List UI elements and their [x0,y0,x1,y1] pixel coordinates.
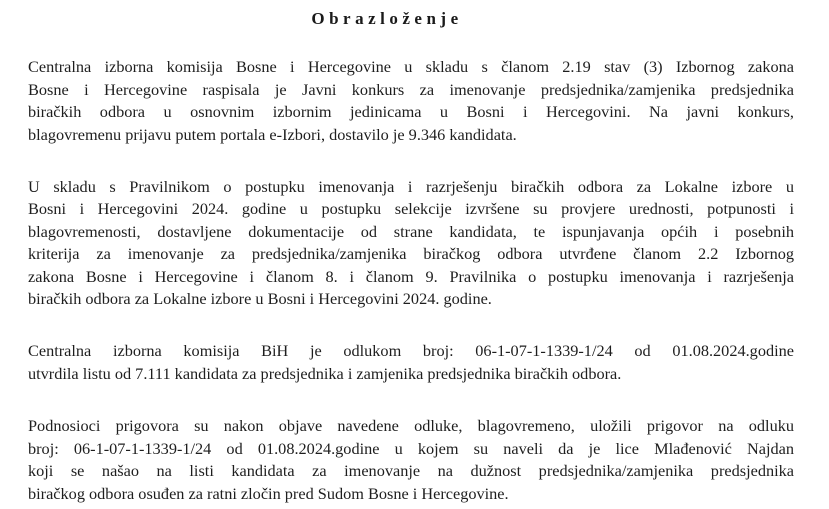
paragraph [28,176,794,310]
text-line: Podnosioci prigovora su nakon objave navedene odluke, blagovremeno, uložili prigovor na odluku [28,416,794,436]
document-body [28,56,794,505]
text-line: biračkih odbora u osnovnim izbornim jedinicama u Bosni i Hercegovini. Na javni konkurs, [28,102,794,122]
paragraph [28,415,794,505]
text-line: kriterija za imenovanje za predsjednika/zamjenika biračkog odbora utvrđene članom 2.2 Izbornog [28,244,794,264]
document-title: Obrazloženje [311,9,463,28]
text-line: Centralna izborna komisija BiH je odlukom broj: 06-1-07-1-1339-1/24 od 01.08.2024.godine [28,341,794,361]
paragraph [28,340,794,385]
text-line: Centralna izborna komisija Bosne i Hercegovine u skladu s članom 2.19 stav (3) Izbornog zakona [28,57,794,77]
paragraph [28,56,794,146]
text-line: koji se našao na listi kandidata za imenovanje na dužnost predsjednika/zamjenika predsjednika [28,461,794,481]
text-line: broj: 06-1-07-1-1339-1/24 od 01.08.2024.godine u kojem su naveli da je lice Mlađenović Najdan [28,438,794,458]
text-line: utvrdila listu od 7.111 kandidata za predsjednika i zamjenika predsjednika biračkih odbora. [28,363,622,383]
text-line: biračkih odbora za Lokalne izbore u Bosni i Hercegovini 2024. godine. [28,289,492,309]
text-line: U skladu s Pravilnikom o postupku imenovanja i razrješenju biračkih odbora za Lokalne izbore u [28,177,794,197]
text-line: Bosne i Hercegovine raspisala je Javni konkurs za imenovanje predsjednika/zamjenika predsjednika [28,79,794,99]
text-line: zakona Bosne i Hercegovine i članom 8. i članom 9. Pravilnika o postupku imenovanja i razrješenja [28,266,794,286]
text-line: blagovremenu prijavu putem portala e-Izbori, dostavilo je 9.346 kandidata. [28,124,517,144]
text-line: biračkog odbora osuđen za ratni zločin pred Sudom Bosne i Hercegovine. [28,483,509,503]
text-line: blagovremenosti, dostavljene dokumentacije od strane kandidata, te ispunjavanja općih i posebnih [28,221,794,241]
text-line: Bosni i Hercegovini 2024. godine u postupku selekcije izvršene su provjere urednosti, potpunosti i [28,199,794,219]
